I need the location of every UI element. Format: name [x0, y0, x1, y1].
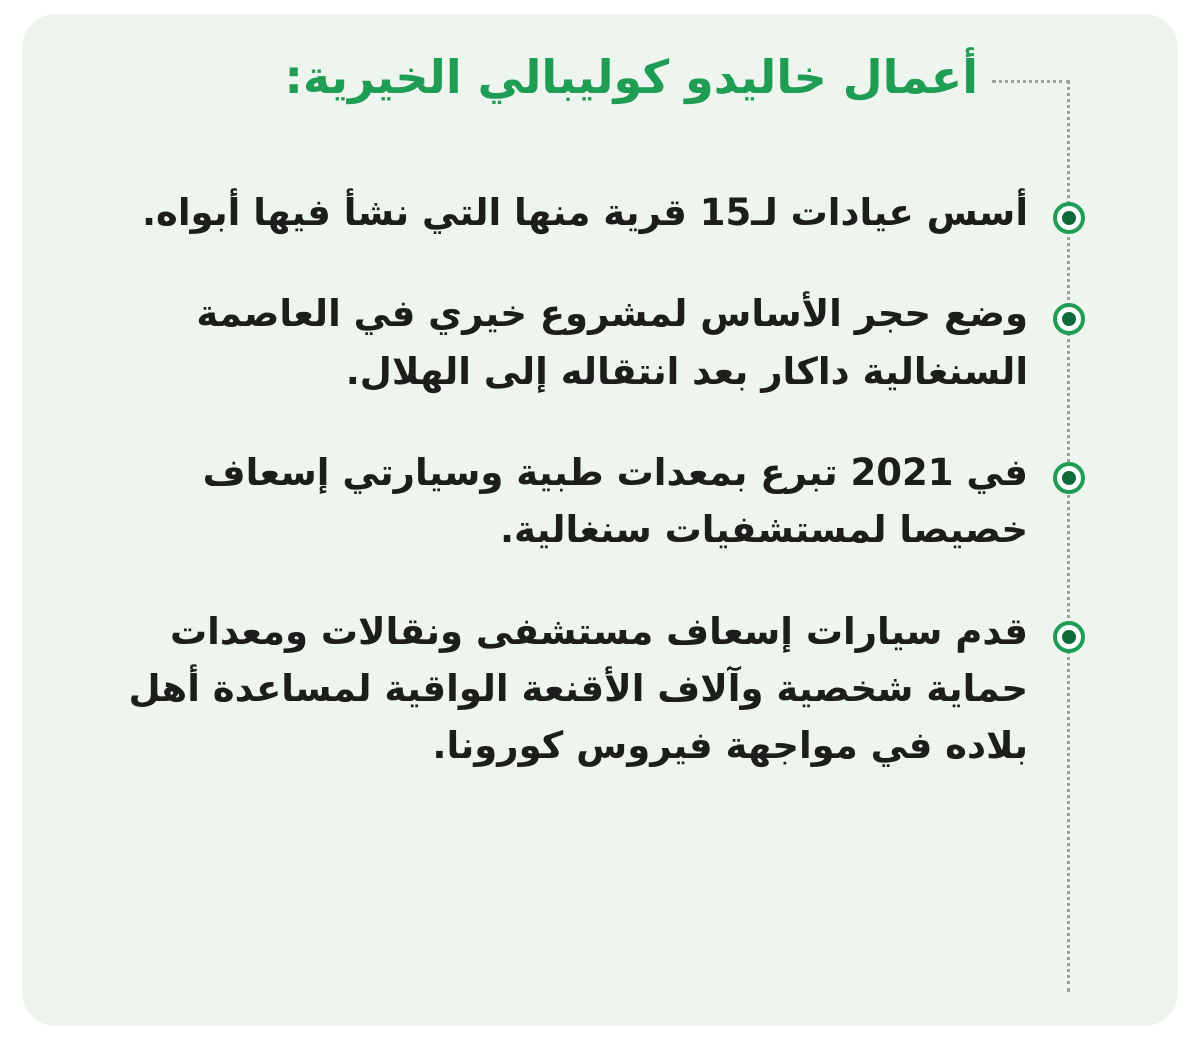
page-title: أعمال خاليدو كوليبالي الخيرية: [284, 50, 978, 104]
infographic-card [22, 14, 1178, 1026]
timeline-rail-head [992, 80, 1070, 83]
timeline-bullet-icon [1053, 621, 1085, 653]
timeline-bullet-icon [1053, 202, 1085, 234]
list-item [22, 285, 1178, 400]
list-item [22, 184, 1178, 241]
timeline-bullet-icon [1053, 303, 1085, 335]
timeline-list [22, 184, 1178, 819]
list-item-text: في 2021 تبرع بمعدات طبية وسيارتي إسعاف خصيصا لمستشفيات سنغالية. [202, 451, 1028, 552]
card-inner [22, 14, 1178, 1026]
timeline-bullet-icon [1053, 462, 1085, 494]
list-item [22, 603, 1178, 775]
list-item-text: قدم سيارات إسعاف مستشفى ونقالات ومعدات حماية شخصية وآلاف الأقنعة الواقية لمساعدة أهل بلاده في مواجهة فيروس كورونا. [128, 609, 1028, 768]
list-item-text: أسس عيادات لـ15 قرية منها التي نشأ فيها أبواه. [141, 191, 1028, 234]
list-item [22, 444, 1178, 559]
list-item-text: وضع حجر الأساس لمشروع خيري في العاصمة السنغالية داكار بعد انتقاله إلى الهلال. [196, 292, 1028, 393]
